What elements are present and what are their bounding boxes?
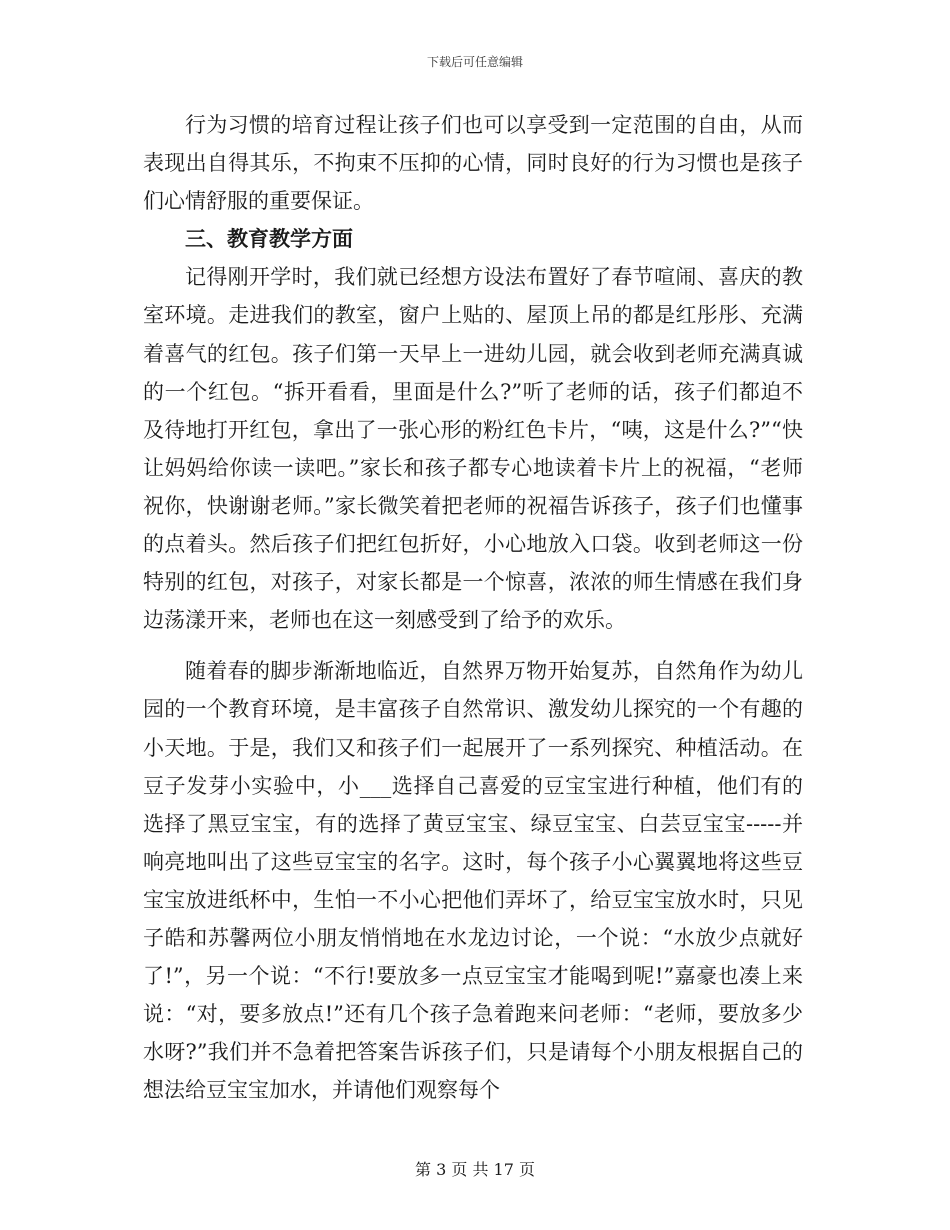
page-number: 第 3 页 共 17 页 <box>415 1160 535 1179</box>
paragraph-behavior-habits: 行为习惯的培育过程让孩子们也可以享受到一定范围的自由，从而表现出自得其乐，不拘束不压抑的心情，同时良好的行为习惯也是孩子们心情舒服的重要保证。 <box>143 113 803 214</box>
header-note: 下载后可任意编辑 <box>426 55 523 69</box>
paragraph-red-envelope: 记得刚开学时，我们就已经想方设法布置好了春节喧闹、喜庆的教室环境。走进我们的教室，窗户上贴的、屋顶上吊的都是红彤彤、充满着喜气的红包。孩子们第一天早上一进幼儿园，就会收到老师充满真诚的一个红包。“拆开看看，里面是什么?”听了老师的话，孩子们都迫不及待地打开红包，拿出了一张心形的粉红色卡片，“咦，这是什么?”“快让妈妈给你读一读吧。”家长和孩子都专心地读着卡片上的祝福，“老师祝你，快谢谢老师。”家长微笑着把老师的祝福告诉孩子，孩子们也懂事的点着头。然后孩子们把红包折好，小心地放入口袋。收到老师这一份特别的红包，对孩子，对家长都是一个惊喜，浓浓的师生情感在我们身边荡漾开来，老师也在这一刻感受到了给予的欢乐。 <box>143 265 803 633</box>
section-heading: 三、教育教学方面 <box>185 226 353 252</box>
document-body <box>143 106 803 1109</box>
paragraph-bean-experiment: 随着春的脚步渐渐地临近，自然界万物开始复苏，自然角作为幼儿园的一个教育环境，是丰富孩子自然常识、激发幼儿探究的一个有趣的小天地。于是，我们又和孩子们一起展开了一系列探究、种植活动。在豆子发芽小实验中，小___选择自己喜爱的豆宝宝进行种植，他们有的选择了黑豆宝宝，有的选择了黄豆宝宝、绿豆宝宝、白芸豆宝宝-----并响亮地叫出了这些豆宝宝的名字。这时，每个孩子小心翼翼地将这些豆宝宝放进纸杯中，生怕一不小心把他们弄坏了，给豆宝宝放水时，只见子皓和苏馨两位小朋友悄悄地在水龙边讨论，一个说：“水放少点就好了!”，另一个说：“不行!要放多一点豆宝宝才能喝到呢!”嘉豪也凑上来说：“对，要多放点!”还有几个孩子急着跑来问老师：“老师，要放多少水呀?”我们并不急着把答案告诉孩子们，只是请每个小朋友根据自己的想法给豆宝宝加水，并请他们观察每个 <box>143 659 803 1103</box>
